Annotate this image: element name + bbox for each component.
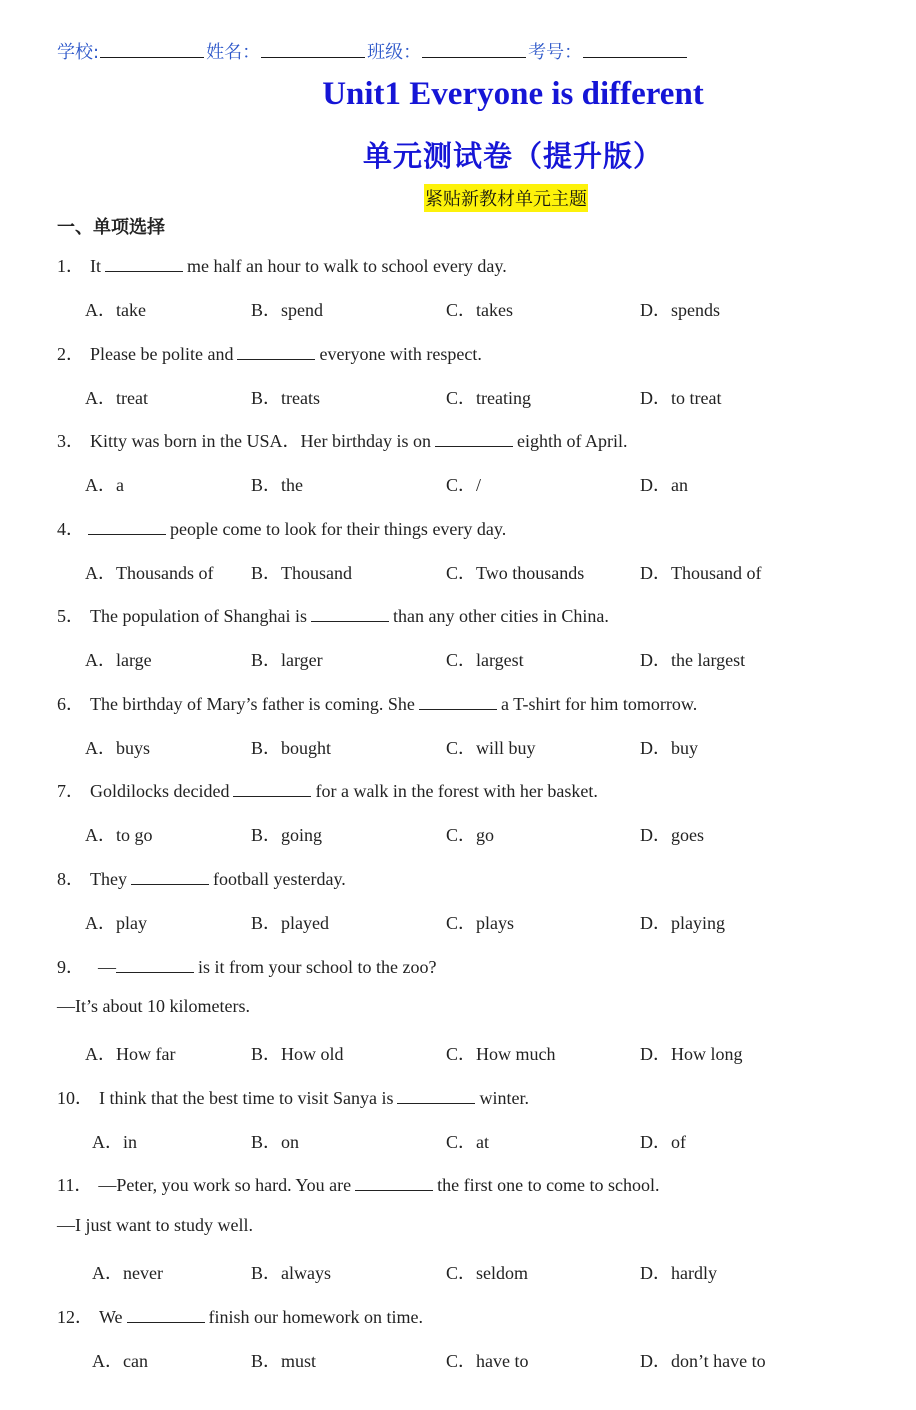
answer-blank[interactable] (355, 1176, 433, 1191)
question-text-before-blank: Goldilocks decided (90, 781, 230, 801)
exam-number-label: 考号： (528, 42, 583, 63)
question-text-after-blank: a T-shirt for him tomorrow. (500, 694, 698, 714)
option-a[interactable]: A．play (85, 913, 147, 933)
name-field[interactable] (206, 38, 367, 64)
option-b[interactable]: B．on (251, 1132, 300, 1152)
answer-blank[interactable] (131, 870, 209, 885)
question-number: 10． (57, 1088, 93, 1108)
question-text-after-blank: me half an hour to walk to school every day. (187, 256, 507, 276)
option-d[interactable]: D．goes (640, 825, 704, 845)
option-a[interactable]: A．take (85, 300, 146, 320)
school-label: 学校: (57, 42, 100, 63)
question-text-before-blank: Please be polite and (90, 344, 234, 364)
question-11 (57, 1171, 660, 1197)
dialogue-reply: —It’s about 10 kilometers. (57, 996, 250, 1016)
exam-number-blank[interactable] (583, 43, 687, 58)
option-c[interactable]: C．plays (446, 913, 515, 933)
question-text-before-blank: — (98, 957, 116, 977)
question-8 (57, 865, 346, 891)
option-a[interactable]: A．can (92, 1351, 148, 1371)
option-a[interactable]: A．a (85, 475, 124, 495)
question-text-after-blank: for a walk in the forest with her basket. (315, 781, 598, 801)
page-subtitle: 单元测试卷（提升版） (362, 139, 663, 173)
option-a[interactable]: A．in (92, 1132, 137, 1152)
question-text-before-blank: The population of Shanghai is (90, 606, 307, 626)
option-a[interactable]: A．never (92, 1263, 163, 1283)
answer-blank[interactable] (419, 695, 497, 710)
option-d[interactable]: D．of (640, 1132, 686, 1152)
question-1 (57, 252, 507, 278)
question-6 (57, 690, 697, 716)
question-number: 1． (57, 256, 84, 276)
answer-blank[interactable] (127, 1308, 205, 1323)
question-number: 6． (57, 694, 84, 714)
class-blank[interactable] (422, 43, 526, 58)
exam-number-field[interactable] (528, 38, 689, 64)
answer-blank[interactable] (237, 345, 315, 360)
option-b[interactable]: B．Thousand (251, 563, 352, 583)
option-b[interactable]: B．the (251, 475, 303, 495)
school-blank[interactable] (100, 43, 204, 58)
option-b[interactable]: B．played (251, 913, 329, 933)
question-text-after-blank: finish our homework on time. (208, 1307, 424, 1327)
question-12 (57, 1303, 423, 1329)
question-number: 11． (57, 1175, 93, 1195)
question-text-after-blank: eighth of April. (516, 431, 628, 451)
question-text-after-blank: everyone with respect. (319, 344, 482, 364)
question-text-after-blank: than any other cities in China. (392, 606, 609, 626)
question-number: 12． (57, 1307, 93, 1327)
name-label: 姓名： (206, 42, 261, 63)
question-text-before-blank: They (90, 869, 127, 889)
question-5 (57, 602, 609, 628)
option-d[interactable]: D．Thousand of (640, 563, 762, 583)
question-7 (57, 777, 598, 803)
option-b[interactable]: B．bought (251, 738, 332, 758)
option-a[interactable]: A．Thousands of (85, 563, 214, 583)
question-number: 3． (57, 431, 84, 451)
option-d[interactable]: D．to treat (640, 388, 722, 408)
question-number: 5． (57, 606, 84, 626)
option-c[interactable]: C．Two thousands (446, 563, 585, 583)
question-text-after-blank: is it from your school to the zoo? (198, 957, 437, 977)
school-field[interactable] (57, 38, 206, 64)
option-c[interactable]: C．will buy (446, 738, 536, 758)
option-d[interactable]: D．playing (640, 913, 725, 933)
option-d[interactable]: D．the largest (640, 650, 746, 670)
question-9 (57, 953, 436, 979)
option-b[interactable]: B．larger (251, 650, 323, 670)
question-4 (57, 515, 506, 541)
question-3 (57, 427, 627, 453)
question-number: 8． (57, 869, 84, 889)
option-c[interactable]: C．have to (446, 1351, 529, 1371)
option-c[interactable]: C．takes (446, 300, 513, 320)
option-c[interactable]: C．at (446, 1132, 489, 1152)
option-b[interactable]: B．spend (251, 300, 323, 320)
option-c[interactable]: C．seldom (446, 1263, 529, 1283)
question-text-after-blank: people come to look for their things every day. (170, 519, 507, 539)
question-2 (57, 340, 482, 366)
option-c[interactable]: C．go (446, 825, 495, 845)
student-info-header (57, 38, 689, 64)
question-text-before-blank: —Peter, you work so hard. You are (98, 1175, 352, 1195)
question-text-after-blank: football yesterday. (212, 869, 346, 889)
answer-blank[interactable] (116, 958, 194, 973)
answer-blank[interactable] (435, 432, 513, 447)
page-title: Unit1 Everyone is different (322, 76, 704, 112)
answer-blank[interactable] (88, 520, 166, 535)
option-c[interactable]: C．treating (446, 388, 531, 408)
question-number: 2． (57, 344, 84, 364)
question-text-before-blank: I think that the best time to visit Sanya is (99, 1088, 394, 1108)
option-c[interactable]: C．largest (446, 650, 524, 670)
question-number: 9． (57, 957, 84, 977)
answer-blank[interactable] (397, 1089, 475, 1104)
question-text-before-blank: The birthday of Mary’s father is coming. She (90, 694, 415, 714)
dialogue-reply: —I just want to study well. (57, 1215, 253, 1235)
option-a[interactable]: A．buys (85, 738, 151, 758)
question-text-after-blank: the first one to come to school. (437, 1175, 660, 1195)
highlight-tagline: 紧贴新教材单元主题 (424, 184, 588, 212)
option-b[interactable]: B．How old (251, 1044, 344, 1064)
option-c[interactable]: C．/ (446, 475, 482, 495)
question-text-before-blank: It (90, 256, 101, 276)
option-d[interactable]: D．spends (640, 300, 720, 320)
option-a[interactable]: A．to go (85, 825, 153, 845)
option-d[interactable]: D．an (640, 475, 688, 495)
option-d[interactable]: D．don’t have to (640, 1351, 766, 1371)
option-b[interactable]: B．treats (251, 388, 320, 408)
option-a[interactable]: A．large (85, 650, 152, 670)
option-c[interactable]: C．How much (446, 1044, 556, 1064)
answer-blank[interactable] (311, 607, 389, 622)
class-label: 班级： (367, 42, 422, 63)
question-number: 7． (57, 781, 84, 801)
question-text-after-blank: winter. (479, 1088, 529, 1108)
section-title: 一、单项选择 (57, 217, 165, 238)
option-b[interactable]: B．must (251, 1351, 317, 1371)
class-field[interactable] (367, 38, 528, 64)
option-b[interactable]: B．always (251, 1263, 331, 1283)
option-b[interactable]: B．going (251, 825, 323, 845)
question-text-before-blank: We (99, 1307, 123, 1327)
question-number: 4． (57, 519, 84, 539)
answer-blank[interactable] (105, 257, 183, 272)
option-a[interactable]: A．treat (85, 388, 148, 408)
option-d[interactable]: D．buy (640, 738, 698, 758)
question-text-before-blank: Kitty was born in the USA．Her birthday is on (90, 431, 431, 451)
option-d[interactable]: D．hardly (640, 1263, 717, 1283)
option-d[interactable]: D．How long (640, 1044, 743, 1064)
option-a[interactable]: A．How far (85, 1044, 176, 1064)
question-10 (57, 1084, 529, 1110)
name-blank[interactable] (261, 43, 365, 58)
answer-blank[interactable] (233, 782, 311, 797)
